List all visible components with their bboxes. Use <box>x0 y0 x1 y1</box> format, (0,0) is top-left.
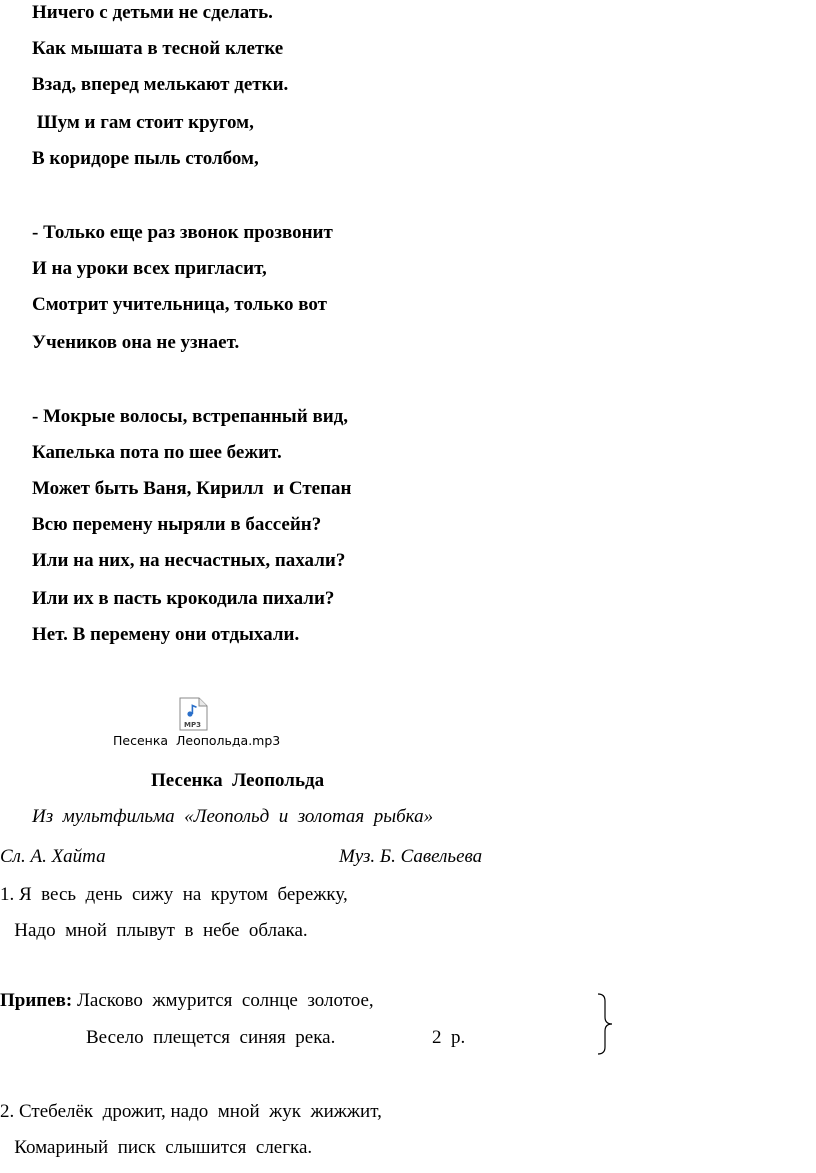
poem-line: Нет. В перемену они отдыхали. <box>32 624 300 645</box>
poem-line: Шум и гам стоит кругом, <box>32 112 254 133</box>
chorus-brace <box>595 993 615 1055</box>
song-title: Песенка Леопольда <box>151 770 325 791</box>
poem-line: Или их в пасть крокодила пихали? <box>32 588 335 609</box>
poem-line: - Мокрые волосы, встрепанный вид, <box>32 406 349 427</box>
verse-line: Надо мной плывут в небе облака. <box>0 920 308 941</box>
poem-line: Капелька пота по шее бежит. <box>32 442 282 463</box>
mp3-icon-label: MP3 <box>184 721 201 729</box>
chorus-line: Весело плещется синяя река. <box>86 1027 336 1048</box>
poem-line: - Только еще раз звонок прозвонит <box>32 222 333 243</box>
verse-line: 1. Я весь день сижу на крутом бережку, <box>0 884 348 905</box>
mp3-file-icon[interactable] <box>179 697 208 731</box>
attachment-filename[interactable]: Песенка Леопольда.mp3 <box>113 733 281 748</box>
poem-line: Как мышата в тесной клетке <box>32 38 284 59</box>
verse-line: Комариный писк слышится слегка. <box>0 1137 313 1158</box>
poem-line: Ничего с детьми не сделать. <box>32 2 273 23</box>
repeat-note: 2 р. <box>432 1027 466 1048</box>
verse-line: 2. Стебелёк дрожит, надо мной жук жижжит, <box>0 1101 382 1122</box>
poem-line: И на уроки всех пригласит, <box>32 258 267 279</box>
lyrics-author: Сл. А. Хайта <box>0 846 106 867</box>
poem-line: Учеников она не узнает. <box>32 332 240 353</box>
music-author: Муз. Б. Савельева <box>339 846 483 867</box>
poem-line: В коридоре пыль столбом, <box>32 148 259 169</box>
poem-line: Или на них, на несчастных, пахали? <box>32 550 346 571</box>
chorus-label: Припев: <box>0 990 73 1011</box>
mp3-attachment[interactable] <box>113 697 283 753</box>
song-subtitle: Из мультфильма «Леопольд и золотая рыбка» <box>32 806 434 827</box>
chorus-line <box>0 990 374 1012</box>
poem-line: Может быть Ваня, Кирилл и Степан <box>32 478 352 499</box>
poem-line: Взад, вперед мелькают детки. <box>32 74 289 95</box>
poem-line: Смотрит учительница, только вот <box>32 294 328 315</box>
chorus-text: Ласково жмурится солнце золотое, <box>72 990 374 1011</box>
poem-line: Всю перемену ныряли в бассейн? <box>32 514 322 535</box>
